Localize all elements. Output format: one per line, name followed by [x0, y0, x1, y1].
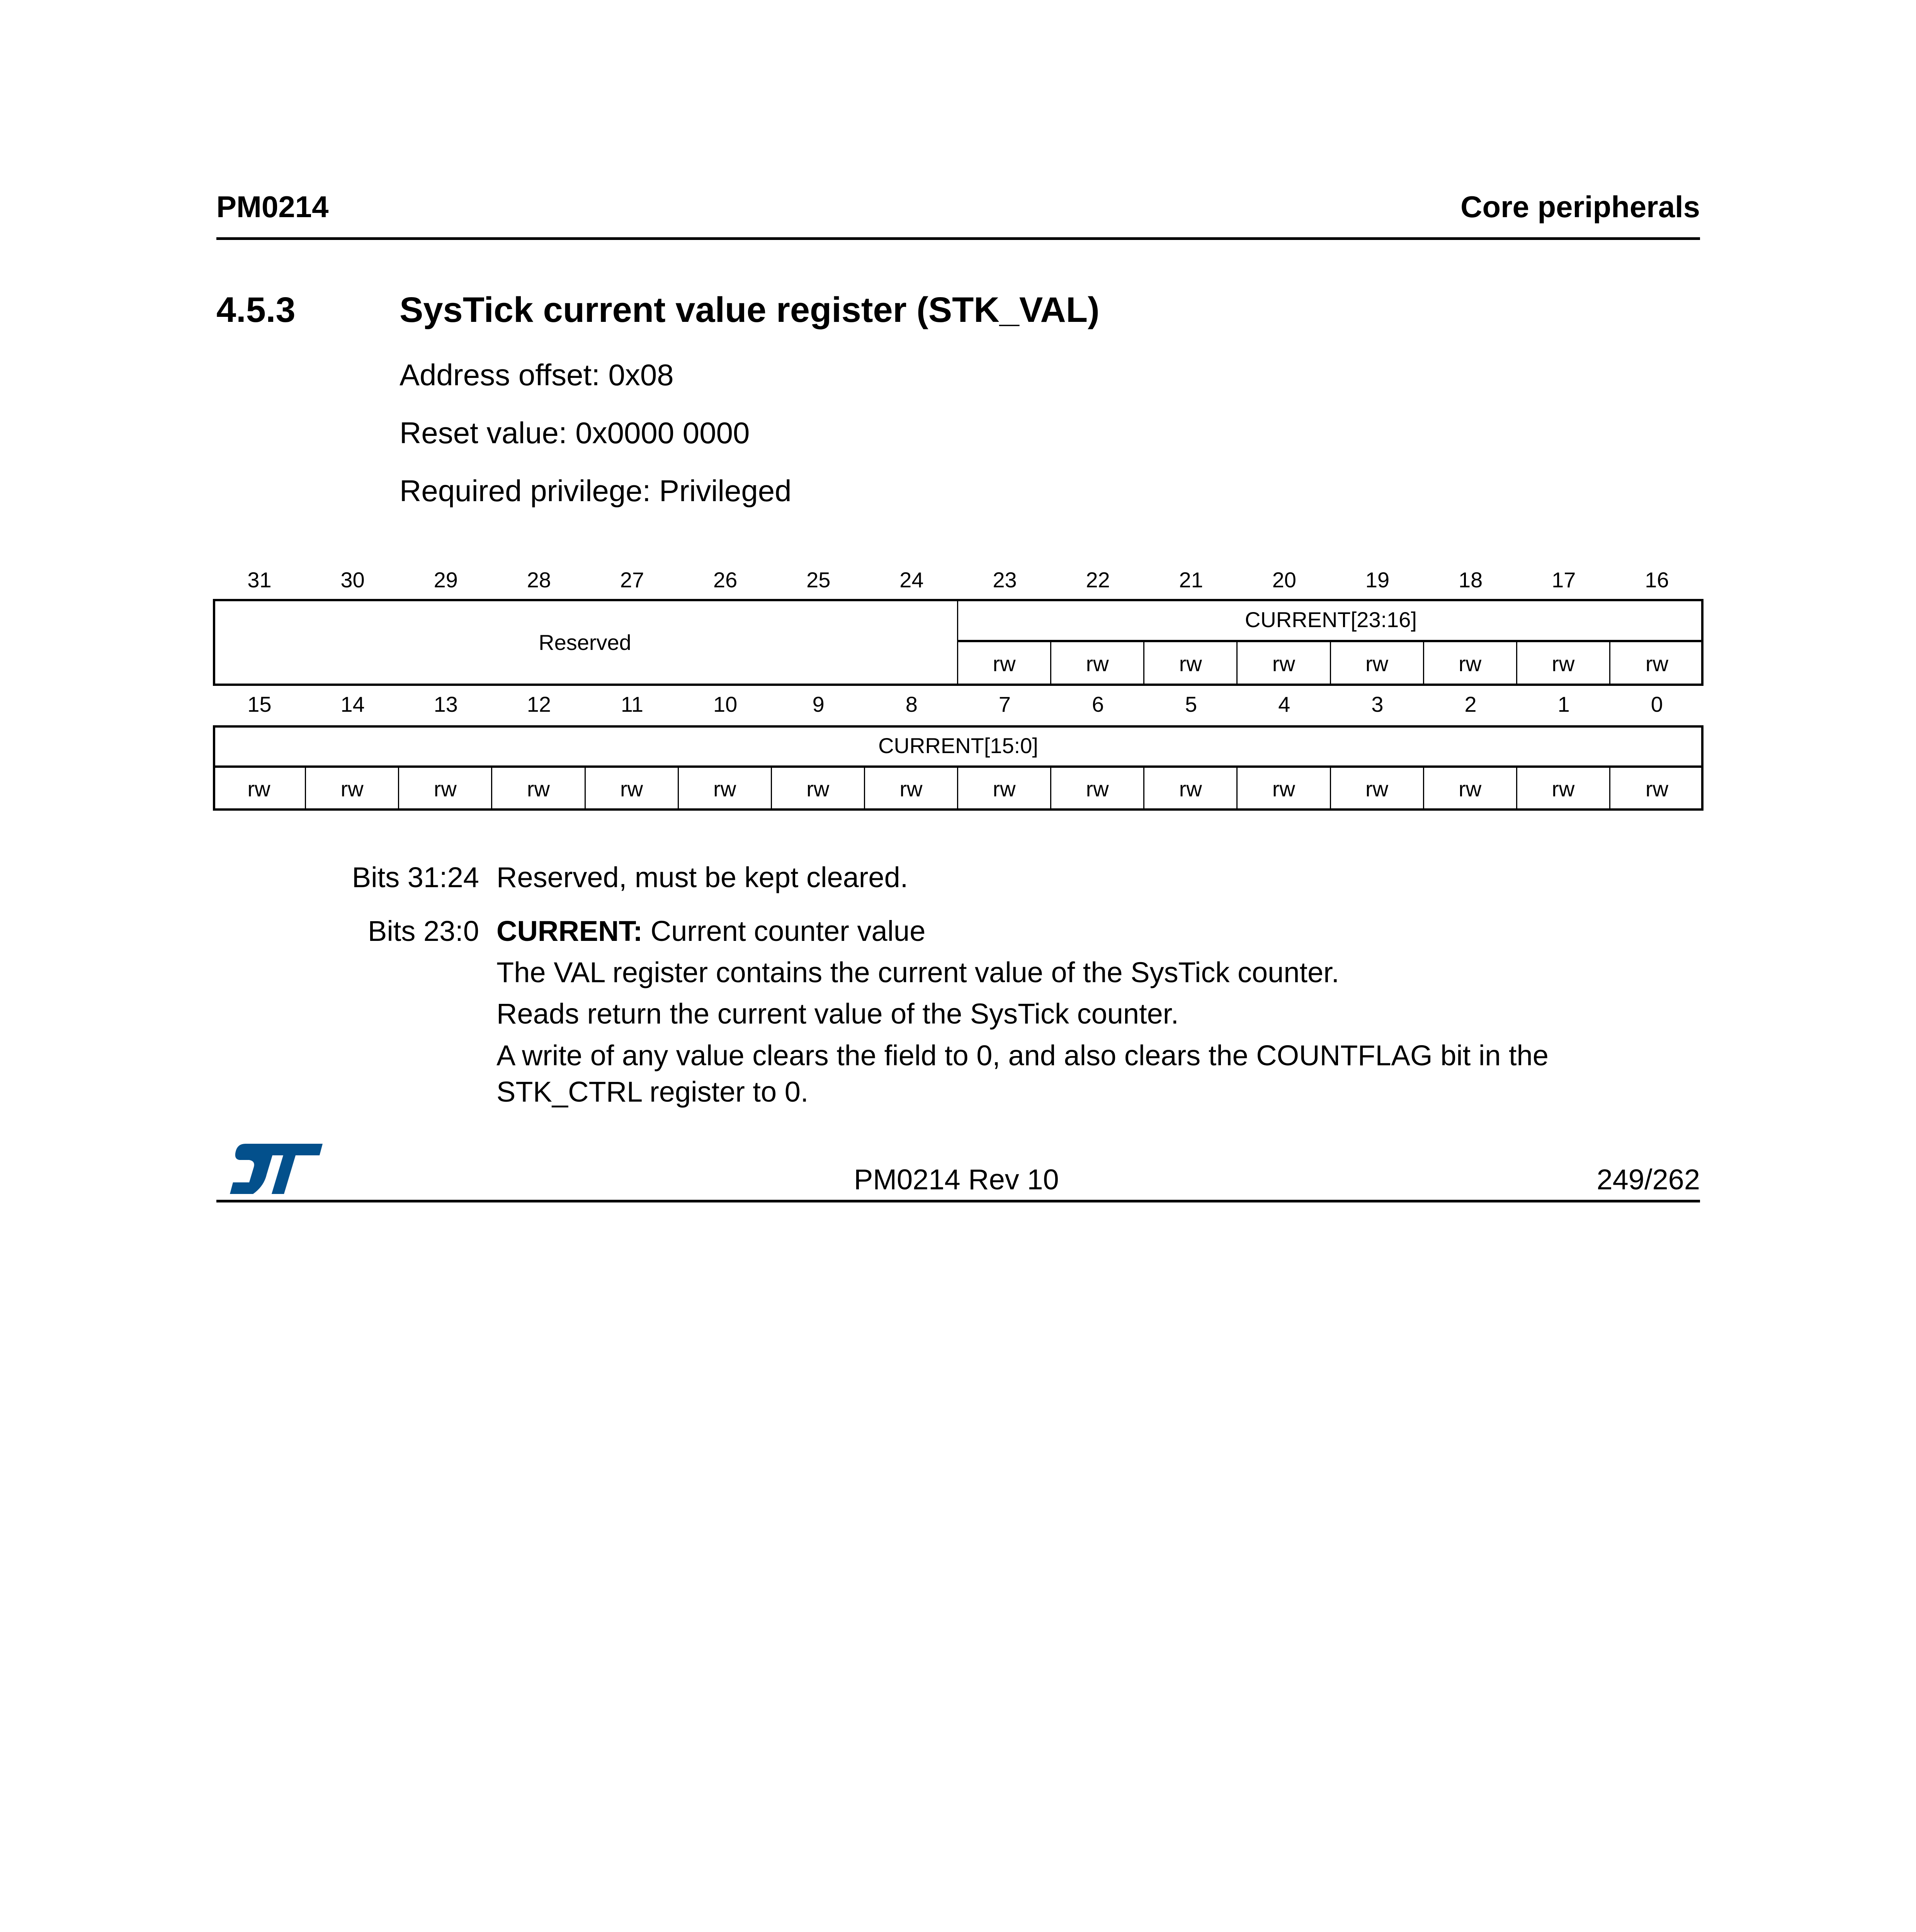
access-rw: rw [1238, 642, 1331, 685]
bit-number: 14 [340, 692, 365, 716]
header-section: Core peripherals [1460, 190, 1700, 224]
bit-number: 10 [713, 692, 738, 716]
description-line: Reads return the current value of the SysTick counter. [496, 998, 1179, 1030]
access-rw: rw [1051, 642, 1144, 685]
footer-page-number: 249/262 [1596, 1163, 1700, 1196]
bit-number: 8 [905, 692, 918, 716]
section-title: SysTick current value register (STK_VAL) [400, 290, 1100, 330]
bit-number: 18 [1458, 568, 1483, 592]
bit-number: 24 [899, 568, 924, 592]
bit-number: 27 [620, 568, 644, 592]
bit-number: 0 [1651, 692, 1663, 716]
bits-label: Bits 23:0 [368, 915, 479, 947]
bit-number: 12 [527, 692, 551, 716]
bit-number: 7 [998, 692, 1011, 716]
access-rw: rw [213, 768, 306, 810]
access-rw: rw [1051, 768, 1144, 810]
access-rw: rw [1645, 776, 1668, 801]
footer-revision: PM0214 Rev 10 [854, 1163, 1059, 1196]
bit-number: 3 [1371, 692, 1384, 716]
access-rw: rw [586, 768, 679, 810]
reserved-field: Reserved [213, 599, 958, 686]
access-rw: rw [1645, 651, 1668, 676]
access-rw: rw [306, 768, 399, 810]
bit-number: 5 [1185, 692, 1197, 716]
bit-number: 21 [1179, 568, 1203, 592]
bits-description: Reserved, must be kept cleared. [496, 861, 908, 893]
field-summary-text: Current counter value [650, 915, 926, 947]
bit-number: 29 [434, 568, 458, 592]
description-line: STK_CTRL register to 0. [496, 1076, 809, 1108]
bit-number: 1 [1557, 692, 1570, 716]
bit-number: 13 [434, 692, 458, 716]
bit-number: 23 [993, 568, 1017, 592]
access-rw: rw [1517, 642, 1610, 685]
current-upper-field: CURRENT[23:16] [958, 599, 1703, 642]
access-rw: rw [1424, 642, 1517, 685]
access-rw: rw [1238, 768, 1331, 810]
access-rw: rw [1424, 768, 1517, 810]
bit-number: 11 [621, 692, 644, 716]
address-offset: Address offset: 0x08 [400, 358, 674, 392]
reset-value: Reset value: 0x0000 0000 [400, 416, 750, 450]
section-number: 4.5.3 [216, 290, 296, 330]
access-rw: rw [772, 768, 865, 810]
required-privilege: Required privilege: Privileged [400, 474, 792, 508]
access-rw: rw [492, 768, 585, 810]
footer-divider [216, 1200, 1700, 1202]
access-rw: rw [865, 768, 958, 810]
bit-number: 19 [1365, 568, 1390, 592]
field-name: CURRENT: [496, 915, 643, 947]
bit-number: 9 [812, 692, 825, 716]
current-lower-field: CURRENT[15:0] [213, 725, 1703, 768]
bit-number: 6 [1092, 692, 1104, 716]
bit-number: 17 [1552, 568, 1576, 592]
access-rw: rw [1517, 768, 1610, 810]
access-rw: rw [1144, 642, 1238, 685]
access-rw: rw [1331, 768, 1424, 810]
access-rw: rw [399, 768, 492, 810]
st-logo-icon [230, 1144, 323, 1194]
header-doc-id: PM0214 [216, 190, 329, 224]
description-line: The VAL register contains the current value of the SysTick counter. [496, 956, 1340, 988]
bit-number: 2 [1464, 692, 1477, 716]
bit-number: 4 [1278, 692, 1290, 716]
bit-number: 16 [1645, 568, 1669, 592]
header-divider [216, 237, 1700, 240]
access-rw: rw [1144, 768, 1238, 810]
bit-number: 26 [713, 568, 738, 592]
bits-label: Bits 31:24 [352, 861, 479, 893]
description-line: A write of any value clears the field to 0, and also clears the COUNTFLAG bit in the [496, 1039, 1549, 1071]
field-summary [496, 915, 925, 947]
access-rw: rw [958, 768, 1051, 810]
bit-number: 31 [247, 568, 272, 592]
access-rw: rw [1331, 642, 1424, 685]
access-rw: rw [679, 768, 772, 810]
bit-number: 15 [247, 692, 272, 716]
bit-number: 22 [1086, 568, 1110, 592]
bit-number: 28 [527, 568, 551, 592]
access-rw: rw [958, 642, 1051, 685]
bit-number: 20 [1272, 568, 1297, 592]
bit-number: 25 [806, 568, 831, 592]
bit-number: 30 [340, 568, 365, 592]
